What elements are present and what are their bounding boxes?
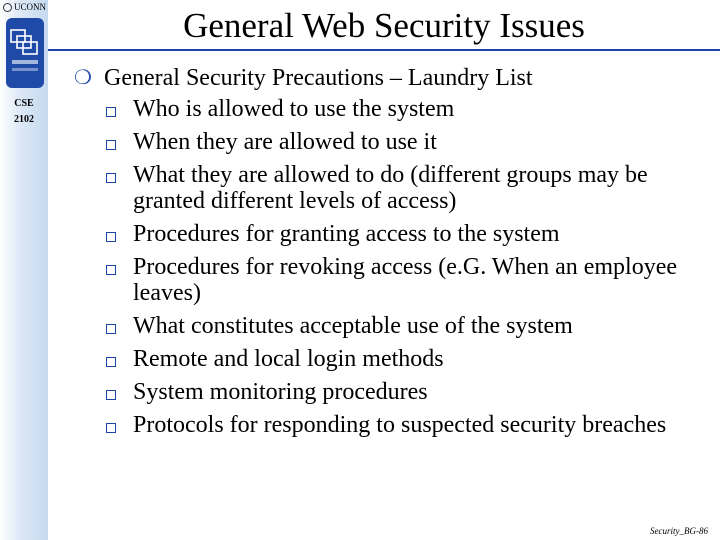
list-item-text: System monitoring procedures [133,379,428,405]
slide-footer-id: Security_BG-86 [650,526,708,536]
list-item-text: Procedures for granting access to the system [133,221,560,247]
list-item-text: Who is allowed to use the system [133,96,455,122]
sub-list [106,96,714,438]
seal-icon [3,3,12,12]
list-item [106,162,714,214]
course-number: CSE 2102 [14,98,34,125]
list-item [106,254,714,306]
square-bullet-icon [106,107,116,117]
university-name: UCONN [14,2,47,12]
university-mark [3,2,46,12]
slide-content [74,64,714,445]
square-bullet-icon [106,324,116,334]
list-item-text: Remote and local login methods [133,346,444,372]
circle-bullet-icon: ❍ [74,67,92,89]
list-item-text: What they are allowed to do (different groups may be granted different levels of access) [133,162,648,214]
page-title: General Web Security Issues [183,6,585,45]
square-bullet-icon [106,232,116,242]
list-item [106,346,714,372]
square-bullet-icon [106,173,116,183]
list-item-text: Protocols for responding to suspected security breaches [133,412,667,438]
main-bullet [74,64,714,92]
department-logo-icon [2,14,48,92]
square-bullet-icon [106,140,116,150]
list-item-text: When they are allowed to use it [133,129,437,155]
square-bullet-icon [106,423,116,433]
square-bullet-icon [106,265,116,275]
list-item-text: What constitutes acceptable use of the system [133,313,573,339]
main-heading: General Security Precautions – Laundry List [104,65,533,91]
list-item-text: Procedures for revoking access (e.G. When an employee leaves) [133,254,678,306]
title-divider [48,49,720,51]
list-item [106,412,714,438]
list-item [106,96,714,122]
list-item [106,379,714,405]
list-item [106,221,714,247]
square-bullet-icon [106,357,116,367]
list-item [106,129,714,155]
list-item [106,313,714,339]
square-bullet-icon [106,390,116,400]
